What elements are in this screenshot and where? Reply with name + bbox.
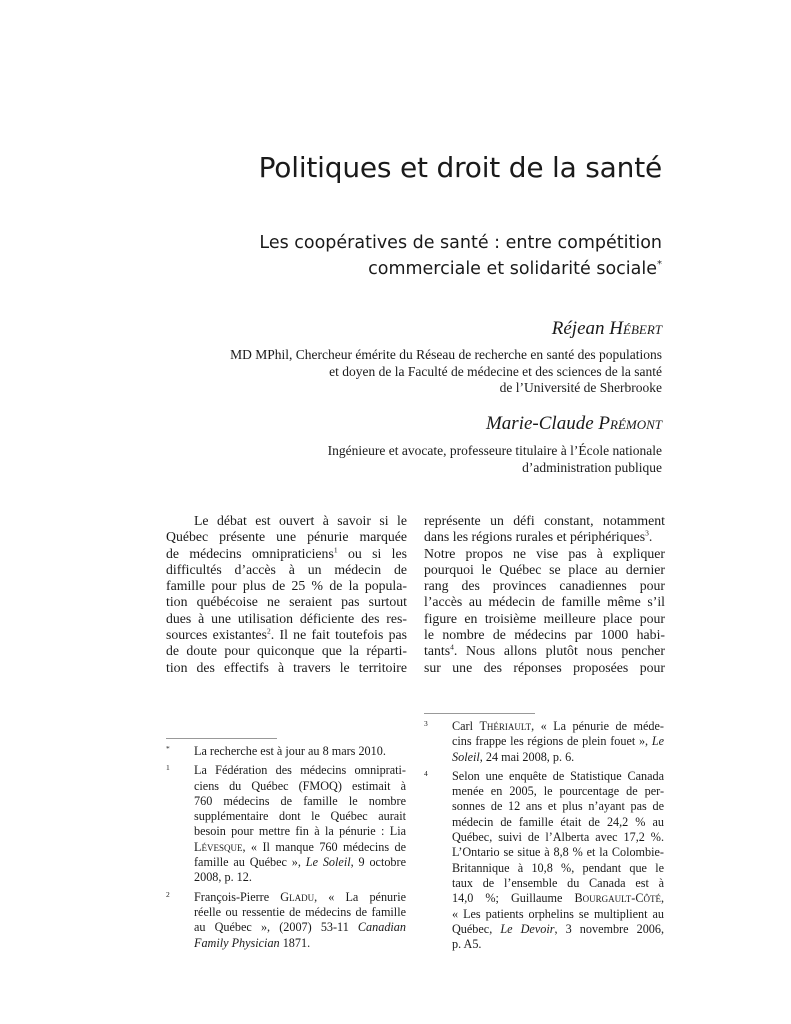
footnotes-left	[166, 744, 406, 955]
footnote-ref-3[interactable]: 3	[645, 528, 649, 538]
author-name-1: Réjean Hébert	[551, 318, 662, 339]
author-affiliation-2: Ingénieure et avocate, professeure titulaire à l’École nationale d’administration publique	[327, 443, 662, 475]
body-column-left: Le débat est ouvert à savoir si le Québec présente une pénurie marquée de médecins omnipraticiens$^1$ ou si les difficultés d’accès à un médecin de famille pour plus de 25 % de la popula- tion québécoise ne seraient pas surtout dues à une utilisation déficiente des res- sources existantes$^2$. Il ne fait toutefois pas de doute pour quiconque que la réparti- tion des effectifs à travers le territoire	[166, 513, 407, 675]
footnote-ref-1[interactable]: 1	[333, 545, 338, 554]
article-title	[200, 230, 662, 282]
article-title-line-1: Les coopératives de santé : entre compétition	[259, 233, 662, 253]
footnote-rule-right	[424, 713, 535, 714]
footnote-ref-4[interactable]: 4	[450, 642, 454, 652]
article-title-line-2: commerciale et solidarité sociale*	[368, 259, 662, 279]
footnote-2: 2 François-Pierre Gladu, « La pénurie réelle ou ressentie de médecins de famille au Québec », (2007) 53-11 Canadian Family Physician 1871.	[166, 889, 406, 950]
body-column-right: représente un défi constant, notamment dans les régions rurales et périphériques$^3$. Notre propos ne vise pas à expliquer pourquoi le Québec se place au dernier rang des provinces canadiennes pour l’accès au médecin de famille même s’il figure en troisième meilleure place pour le nombre de médecins par 1000 habi- tants$^4$. Nous allons plutôt nous pencher sur une des réponses proposées pour	[424, 513, 665, 675]
footnote-4: 4 Selon une enquête de Statistique Canada menée en 2005, le pourcentage de per- sonnes de 12 ans et plus n’ayant pas de médecin de famille était de 24,2 % au Québec, suivi de l’Alberta avec 17,2 %. L’Ontario se situe à 8,8 % et la Colombie- Britannique à 10,8 %, pendant que le taux de l’ensemble du Canada est à 14,0 %; Guillaume Bourgault-Côté, « Les patients orphelins se multiplient au Québec, Le Devoir, 3 novembre 2006, p. A5.	[424, 768, 665, 952]
footnote-ref-2[interactable]: 2	[267, 626, 271, 636]
author-affiliation-1: MD MPhil, Chercheur émérite du Réseau de recherche en santé des populations et doyen de la Faculté de médecine et des sciences de la santé de l’Université de Sherbrooke	[230, 347, 662, 395]
author-name-2: Marie-Claude Prémont	[485, 413, 662, 434]
footnote-1: 1 La Fédération des médecins omniprati- ciens du Québec (FMOQ) estimait à 760 médecins de famille le nombre supplémentaire dont le Québec aurait besoin pour mettre fin à la pénurie : Lia Lévesque, « Il manque 760 médecins de famille au Québec », Le Soleil, 9 octobre 2008, p. 12.	[166, 763, 406, 885]
footnote-star: * La recherche est à jour au 8 mars 2010.	[166, 744, 386, 758]
footnotes-right	[424, 719, 664, 956]
footnote-3: 3 Carl Thériault, « La pénurie de méde- cins frappe les régions de plein fouet », Le Soleil, 24 mai 2008, p. 6.	[424, 719, 664, 764]
section-title: Politiques et droit de la santé	[258, 151, 662, 184]
article-title-note-mark: *	[657, 259, 662, 271]
footnote-rule-left	[166, 738, 277, 739]
